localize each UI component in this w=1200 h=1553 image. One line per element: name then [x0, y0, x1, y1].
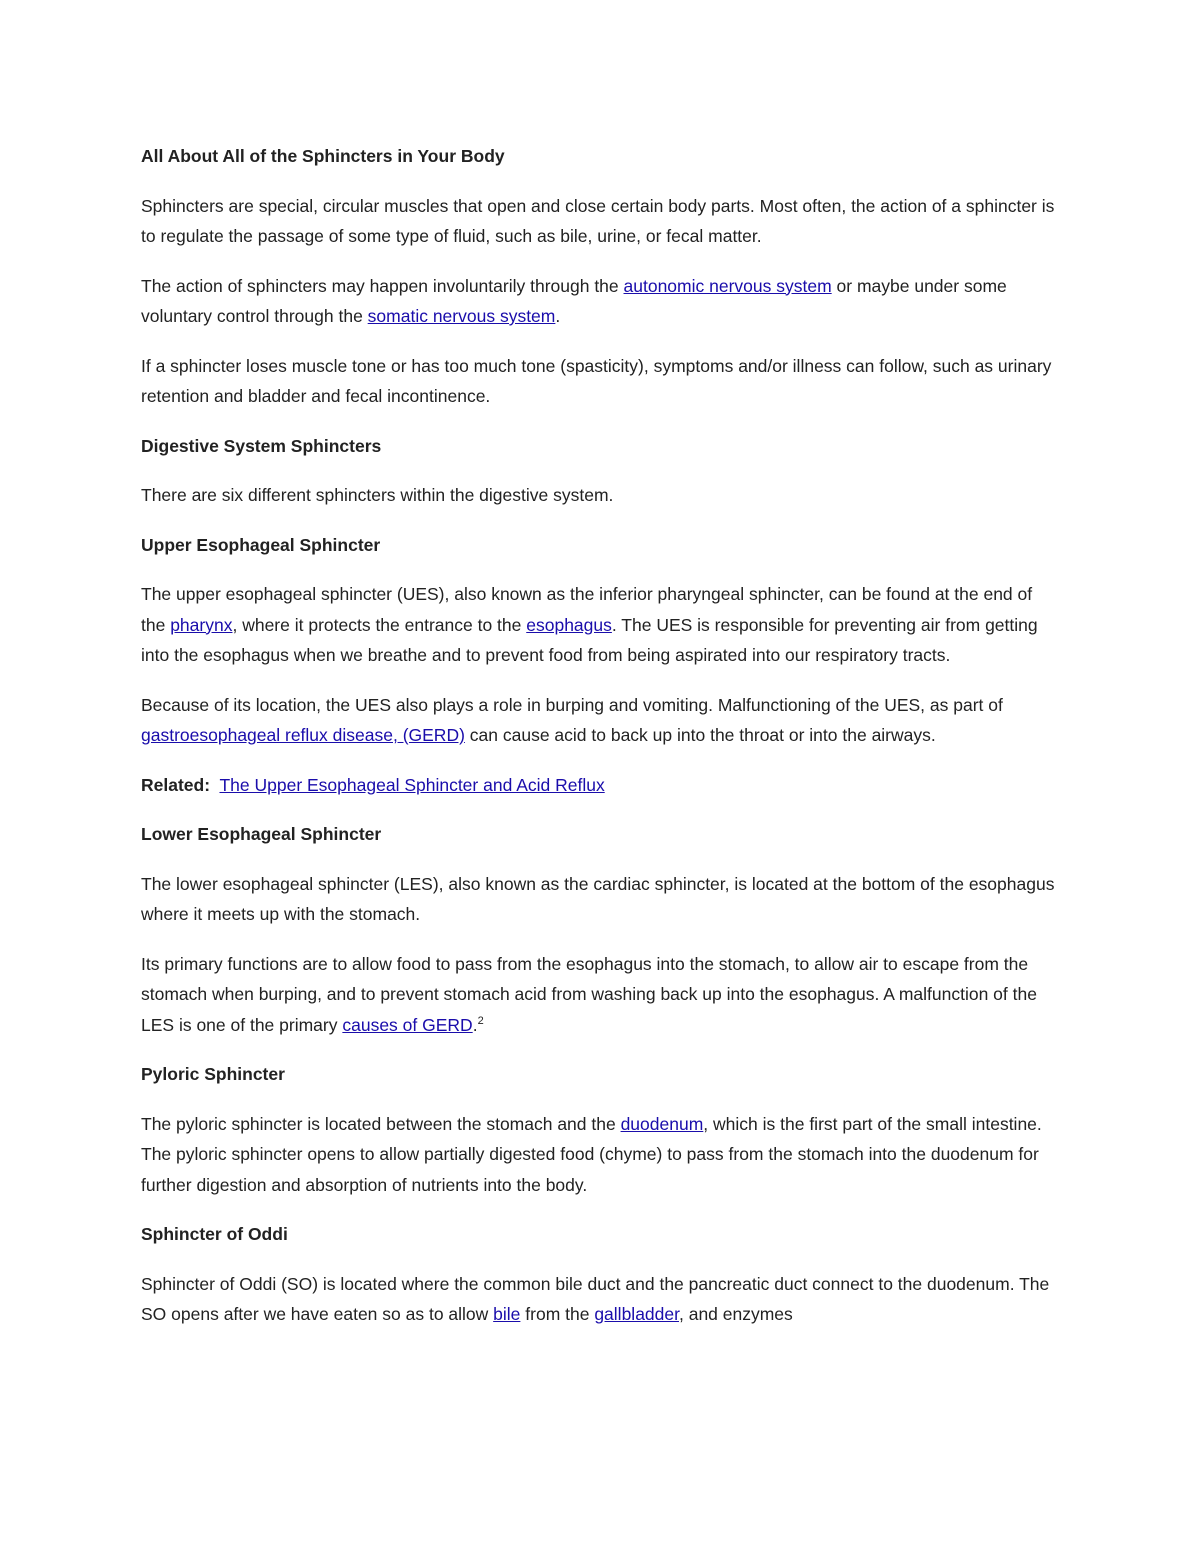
- text-run: .: [555, 306, 561, 326]
- footnote-marker: 2: [477, 1014, 484, 1027]
- text-run: or maybe under some voluntary control through the: [141, 275, 1007, 326]
- intro-paragraph-2: [141, 271, 1061, 332]
- pyloric-heading: Pyloric Sphincter: [141, 1064, 285, 1084]
- text-run: , where it protects the entrance to the: [232, 614, 527, 635]
- text-run: Its primary functions are to allow food to pass from the esophagus into the stomach, to allow air to escape from the stomach when burping, and to prevent stomach acid from washing back up into the esophagus. A malfunction of the LES is one of the primary: [141, 953, 1037, 1035]
- causes-of-gerd-link[interactable]: causes of GERD: [342, 1014, 473, 1035]
- document-page: [141, 141, 1061, 1349]
- intro-paragraph-3: If a sphincter loses muscle tone or has too much tone (spasticity), symptoms and/or illness can follow, such as urinary retention and bladder and fecal incontinence.: [141, 355, 1052, 406]
- duodenum-link[interactable]: duodenum: [620, 1113, 704, 1134]
- text-run: can cause acid to back up into the throat or into the airways.: [464, 725, 936, 745]
- pharynx-link[interactable]: pharynx: [170, 614, 233, 635]
- related-line: [141, 770, 1061, 801]
- les-heading: Lower Esophageal Sphincter: [141, 824, 382, 844]
- text-run: The pyloric sphincter is located between the stomach and the: [141, 1113, 621, 1134]
- text-run: , which is the first part of the small intestine. The pyloric sphincter opens to allow partially digested food (chyme) to pass from the stomach into the duodenum for further digestion and absorption of nutrients into the body.: [141, 1113, 1042, 1195]
- text-run: . The UES is responsible for preventing air from getting into the esophagus when we breathe and to prevent food from being aspirated into our respiratory tracts.: [141, 614, 1038, 665]
- related-article-link[interactable]: The Upper Esophageal Sphincter and Acid Reflux: [219, 774, 605, 795]
- pyloric-paragraph: [141, 1109, 1061, 1201]
- digestive-heading: Digestive System Sphincters: [141, 435, 382, 456]
- somatic-nervous-system-link[interactable]: somatic nervous system: [367, 306, 556, 326]
- text-run: The upper esophageal sphincter (UES), also known as the inferior pharyngeal sphincter, can be found at the end of the: [141, 584, 1033, 635]
- ues-heading: Upper Esophageal Sphincter: [141, 534, 381, 555]
- text-run: Sphincter of Oddi (SO) is located where the common bile duct and the pancreatic duct connect to the duodenum. The SO opens after we have eaten so as to allow: [141, 1273, 1050, 1324]
- oddi-paragraph: [141, 1269, 1061, 1330]
- ues-paragraph-2: [141, 690, 1061, 751]
- ues-paragraph-1: [141, 579, 1061, 671]
- les-paragraph-1: The lower esophageal sphincter (LES), also known as the cardiac sphincter, is located at the bottom of the esophagus where it meets up with the stomach.: [141, 873, 1055, 924]
- esophagus-link[interactable]: esophagus: [526, 614, 612, 635]
- intro-paragraph-1: Sphincters are special, circular muscles that open and close certain body parts. Most often, the action of a sphincter is to regulate the passage of some type of fluid, such as bile, urine, or fecal matter.: [141, 195, 1055, 246]
- text-run: , and enzymes: [678, 1304, 793, 1324]
- gerd-link[interactable]: gastroesophageal reflux disease, (GERD): [141, 725, 465, 745]
- text-run: The action of sphincters may happen involuntarily through the: [141, 275, 624, 296]
- digestive-paragraph: There are six different sphincters within the digestive system.: [141, 485, 614, 505]
- gallbladder-link[interactable]: gallbladder: [594, 1304, 679, 1324]
- bile-link[interactable]: bile: [493, 1304, 521, 1324]
- text-run: Because of its location, the UES also plays a role in burping and vomiting. Malfunctioning of the UES, as part of: [141, 694, 1003, 715]
- autonomic-nervous-system-link[interactable]: autonomic nervous system: [623, 275, 832, 296]
- oddi-heading: Sphincter of Oddi: [141, 1224, 288, 1244]
- document-title: All About All of the Sphincters in Your Body: [141, 146, 505, 166]
- text-run: .: [472, 1014, 478, 1035]
- les-paragraph-2: [141, 949, 1061, 1041]
- text-run: from the: [520, 1304, 595, 1324]
- related-label: Related:: [141, 774, 211, 795]
